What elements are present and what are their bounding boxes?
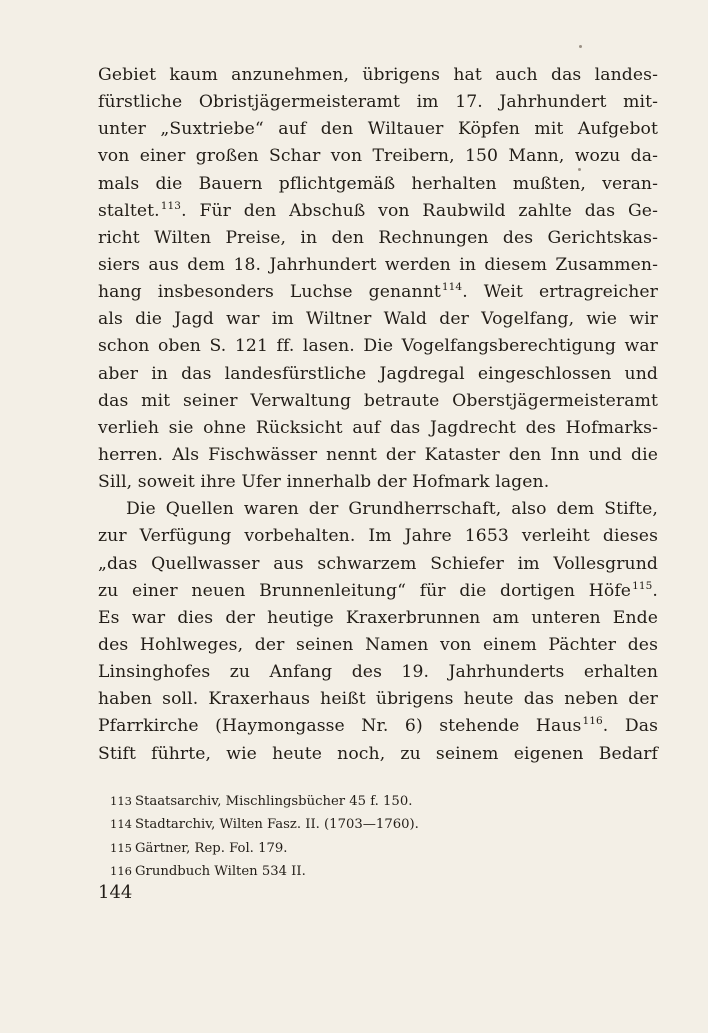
text-line: richt Wilten Preise, in den Rechnungen des Gerichtskas- — [98, 227, 658, 248]
footnote-ref: 116 — [582, 715, 603, 728]
text-line: Gebiet kaum anzunehmen, übrigens hat auch das landes- — [98, 65, 658, 85]
text-line: „das Quellwasser aus schwarzem Schiefer im Vollesgrund — [98, 553, 658, 574]
text-line: Stift führte, wie heute noch, zu seinem eigenen Bedarf — [98, 743, 658, 764]
text-line: zur Verfügung vorbehalten. Im Jahre 1653 verleiht dieses — [98, 526, 658, 547]
footnote-number: 114 — [110, 817, 132, 832]
footnotes — [110, 790, 630, 883]
footnote — [110, 813, 630, 836]
text-line: zu einer neuen Brunnenleitung“ für die dortigen Höfe$^{115}$. — [98, 579, 658, 601]
text-line: unter „Suxtriebe“ auf den Wiltauer Köpfen mit Aufgebot — [98, 119, 658, 140]
footnote-ref: 115 — [632, 579, 653, 592]
paper-speck — [579, 45, 582, 48]
text-line: mals die Bauern pflichtgemäß herhalten mußten, veran- — [98, 173, 658, 194]
body-text — [98, 62, 658, 768]
text-line: fürstliche Obristjägermeisteramt im 17. Jahrhundert mit- — [98, 92, 658, 113]
text-line: schon oben S. 121 ff. lasen. Die Vogelfangsberechtigung war — [98, 336, 658, 357]
text-line: haben soll. Kraxerhaus heißt übrigens heute das neben der — [98, 689, 658, 710]
footnote-ref: 114 — [441, 281, 463, 294]
footnote-text: Gärtner, Rep. Fol. 179. — [135, 840, 288, 856]
text-segment: Pfarrkirche (Haymongasse Nr. 6) stehende Haus — [98, 716, 582, 737]
text-line: aber in das landesfürstliche Jagdregal eingeschlossen und — [98, 363, 658, 384]
text-segment: hang insbesonders Luchse genannt — [98, 282, 441, 303]
text-segment: Weit ertragreicher — [483, 282, 658, 303]
footnote — [110, 837, 630, 860]
footnote-ref: 113 — [160, 199, 182, 212]
footnote-text: Grundbuch Wilten 534 II. — [135, 863, 306, 879]
text-line: Es war dies der heutige Kraxerbrunnen am unteren Ende — [98, 607, 658, 628]
text-line: als die Jagd war im Wiltner Wald der Vogelfang, wie wir — [98, 309, 658, 330]
text-line: hang insbesonders Luchse genannt$^{114}$. Weit ertragreicher — [98, 281, 658, 303]
text-line: Sill, soweit ihre Ufer innerhalb der Hofmark lagen. — [98, 472, 550, 493]
footnote-text: Stadtarchiv, Wilten Fasz. II. (1703—1760). — [135, 817, 419, 833]
page-number: 144 — [98, 882, 133, 903]
text-line: Pfarrkirche (Haymongasse Nr. 6) stehende Haus$^{116}$. Das — [98, 715, 658, 737]
footnote — [110, 860, 630, 883]
text-line: das mit seiner Verwaltung betraute Oberstjägermeisteramt — [98, 390, 658, 411]
text-line: siers aus dem 18. Jahrhundert werden in diesem Zusammen- — [98, 254, 658, 275]
footnote — [110, 790, 630, 813]
text-line: Linsinghofes zu Anfang des 19. Jahrhunderts erhalten — [98, 662, 658, 683]
text-line: verlieh sie ohne Rücksicht auf das Jagdrecht des Hofmarks- — [98, 417, 658, 438]
text-line: von einer großen Schar von Treibern, 150 Mann, wozu da- — [98, 146, 658, 167]
footnote-number: 116 — [110, 863, 132, 878]
text-segment: Das — [624, 716, 658, 737]
text-line: staltet.$^{113}$. Für den Abschuß von Raubwild zahlte das Ge- — [98, 199, 658, 221]
text-segment: Für den Abschuß von Raubwild zahlte das Ge- — [199, 200, 658, 221]
footnote-text: Staatsarchiv, Mischlingsbücher 45 f. 150. — [135, 794, 413, 809]
text-line: des Hohlweges, der seinen Namen von einem Pächter des — [98, 634, 658, 655]
text-segment: staltet. — [98, 200, 160, 221]
text-line: Die Quellen waren der Grundherrschaft, also dem Stifte, — [126, 499, 658, 520]
footnote-number: 113 — [110, 794, 132, 808]
footnote-number: 115 — [110, 840, 132, 855]
text-line: herren. Als Fischwässer nennt der Kataster den Inn und die — [98, 444, 658, 465]
text-segment: zu einer neuen Brunnenleitung“ für die dortigen Höfe — [98, 580, 632, 601]
